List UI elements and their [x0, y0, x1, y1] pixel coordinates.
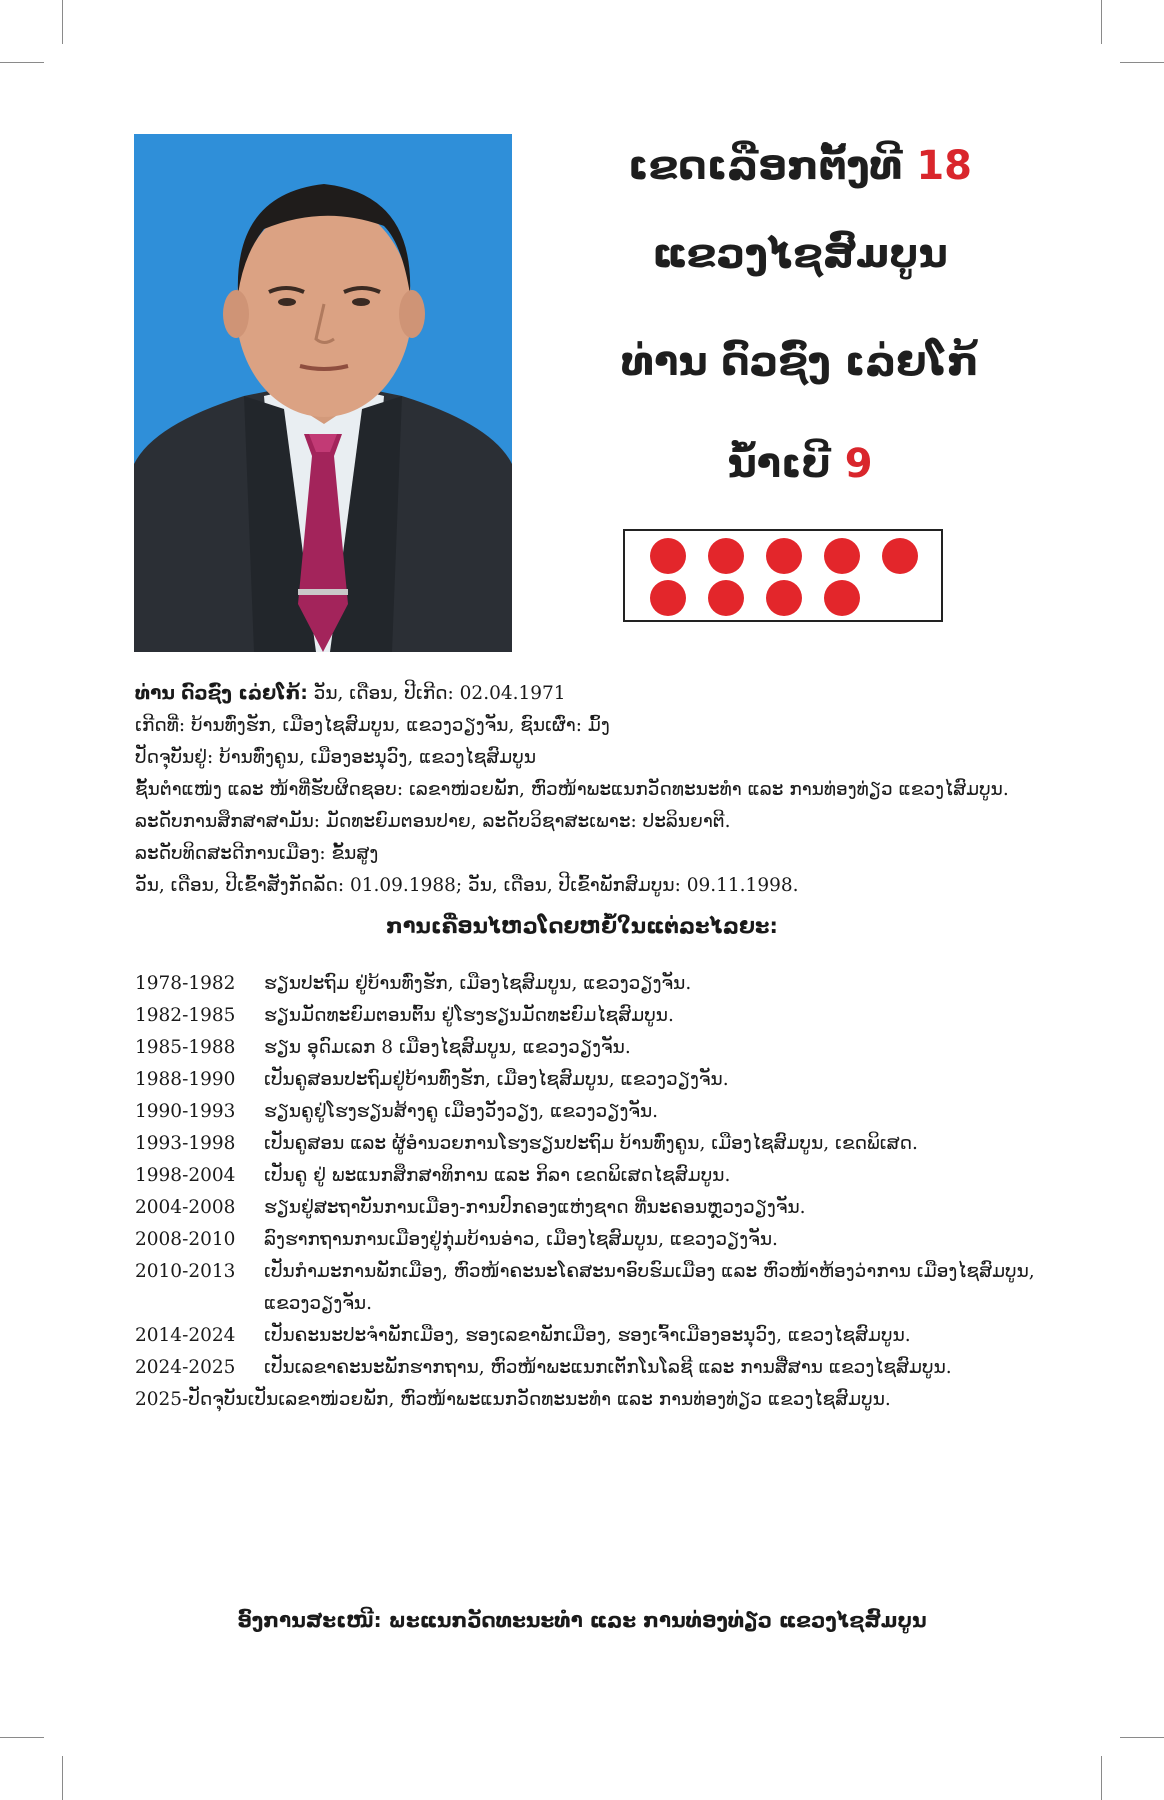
bio-residence: ປັດຈຸບັນຢູ່: ບ້ານທົ່ງຄູນ, ເມືອງອະນຸວົງ, ແຂວງໄຊສົມບູນ	[135, 747, 537, 768]
constituency-number: 18	[916, 143, 972, 189]
ballot-dot	[766, 538, 802, 574]
history-years: 2008-2010	[135, 1229, 236, 1250]
history-row	[135, 1032, 1035, 1064]
history-years: 1988-1990	[135, 1069, 236, 1090]
history-row	[135, 1128, 1035, 1160]
history-text: ເປັນຄະນະປະຈຳພັກເມືອງ, ຮອງເລຂາພັກເມືອງ, ຮອງເຈົ້າເມືອງອະນຸວົງ, ແຂວງໄຊສົມບູນ.	[264, 1325, 911, 1346]
history-row	[135, 1064, 1035, 1096]
history-years: 2024-2025	[135, 1357, 236, 1378]
candidate-photo	[134, 134, 512, 652]
history-title: ການເຄື່ອນໄຫວໂດຍຫຍໍ້ໃນແຕ່ລະໄລຍະ:	[386, 914, 778, 938]
history-text: ເປັນຄູສອນ ແລະ ຜູ້ອຳນວຍການໂຮງຮຽນປະຖົມ ບ້ານທົ່ງຄູນ, ເມືອງໄຊສົມບູນ, ເຂດພິເສດ.	[264, 1133, 918, 1154]
history-text: 2025-ປັດຈຸບັນເປັນເລຂາໜ່ວຍພັກ, ຫົວໜ້າພະແນກວັດທະນະທຳ ແລະ ການທ່ອງທ່ຽວ ແຂວງໄຊສົມບູນ.	[135, 1389, 891, 1410]
ballot-dot	[650, 580, 686, 616]
crop-mark	[0, 1737, 44, 1738]
ballot-dot	[882, 538, 918, 574]
ballot-number: 9	[844, 441, 873, 487]
history-years: 1993-1998	[135, 1133, 236, 1154]
history-text: ເປັນກຳມະການພັກເມືອງ, ຫົວໜ້າຄະນະໂຄສະນາອົບຮົມເມືອງ ແລະ ຫົວໜ້າຫ້ອງວ່າການ ເມືອງໄຊສົມບູນ, ແຂວງວຽງຈັນ.	[264, 1261, 1035, 1314]
history-text: ເປັນຄູສອນປະຖົມຢູ່ບ້ານທົ່ງຮັກ, ເມືອງໄຊສົມບູນ, ແຂວງວຽງຈັນ.	[264, 1069, 729, 1090]
bio-service-dates: ວັນ, ເດືອນ, ປີເຂົ້າສັງກັດລັດ: 01.09.1988; ວັນ, ເດືອນ, ປີເຂົ້າພັກສົມບູນ: 09.11.1998.	[135, 875, 799, 896]
history-row	[135, 1160, 1035, 1192]
history-text: ລົງຮາກຖານການເມືອງຢູ່ກຸ່ມບ້ານອ່າວ, ເມືອງໄຊສົມບູນ, ແຂວງວຽງຈັນ.	[264, 1229, 778, 1250]
ballot-dot	[708, 538, 744, 574]
history-row	[135, 968, 1035, 1000]
ballot-dot	[766, 580, 802, 616]
ballot-dot	[708, 580, 744, 616]
bio-position: ຊັ້ນຕຳແໜ່ງ ແລະ ໜ້າທີ່ຮັບຜິດຊອບ: ເລຂາໜ່ວຍພັກ, ຫົວໜ້າພະແນກວັດທະນະທຳ ແລະ ການທ່ອງທ່ຽວ ແຂວງໄສົມບູນ.	[135, 779, 1009, 800]
crop-mark	[1101, 1756, 1102, 1800]
crop-mark	[0, 62, 44, 63]
bio-birthdate: ວັນ, ເດືອນ, ປີເກີດ: 02.04.1971	[307, 683, 566, 704]
bio-birthplace: ເກີດທີ່: ບ້ານທົ່ງຮັກ, ເມືອງໄຊສົມບູນ, ແຂວງວຽງຈັນ, ຊົນເຜົ່າ: ມົ້ງ	[135, 715, 610, 736]
candidate-name-heading: ທ່ານ ດົວຊົ່ງ ເລ່ຍໂກ້	[621, 339, 979, 385]
history-text: ຮຽນ ອຸດົມເລກ 8 ເມືອງໄຊສົມບູນ, ແຂວງວຽງຈັນ.	[264, 1037, 631, 1058]
ballot-dots-box	[623, 529, 943, 622]
history-text: ເປັນເລຂາຄະນະພັກຮາກຖານ, ຫົວໜ້າພະແນກເຕັກໂນໂລຊີ ແລະ ການສື່ສານ ແຂວງໄຊສົມບູນ.	[264, 1357, 952, 1378]
crop-mark	[62, 0, 63, 44]
ballot-number-label: ນໍ້າເບີ	[727, 441, 831, 487]
ballot-dot	[824, 580, 860, 616]
history-text: ຮຽນຢູ່ສະຖາບັນການເມືອງ-ການປົກຄອງແຫ່ງຊາດ ທີ່ນະຄອນຫຼວງວຽງຈັນ.	[264, 1197, 806, 1218]
bio-name: ທ່ານ ດົວຊົ່ງ ເລ່ຍໂກ້:	[135, 683, 308, 704]
crop-mark	[1101, 0, 1102, 44]
crop-mark	[62, 1756, 63, 1800]
history-years: 1978-1982	[135, 973, 236, 994]
crop-mark	[1120, 62, 1164, 63]
constituency-label: ເຂດເລືອກຕັ້ງທີ	[628, 143, 903, 189]
history-text: ຮຽນມັດທະຍົມຕອນຕົ້ນ ຢູ່ໂຮງຮຽນມັດທະຍົມໄຊສົມບູນ.	[264, 1005, 674, 1026]
history-years: 1998-2004	[135, 1165, 236, 1186]
history-row	[135, 1224, 1035, 1256]
history-list	[135, 968, 1035, 1416]
history-text: ຮຽນປະຖົມ ຢູ່ບ້ານທົ່ງຮັກ, ເມືອງໄຊສົມບູນ, ແຂວງວຽງຈັນ.	[264, 973, 692, 994]
ballot-dot	[650, 538, 686, 574]
history-row	[135, 1352, 1035, 1384]
history-years: 1982-1985	[135, 1005, 236, 1026]
history-text: ເປັນຄູ ຢູ່ ພະແນກສຶກສາທິການ ແລະ ກິລາ ເຂດພິເສດໄຊສົມບູນ.	[264, 1165, 731, 1186]
history-years: 1990-1993	[135, 1101, 236, 1122]
bio-birth-line	[135, 678, 1035, 710]
ballot-dot	[824, 538, 860, 574]
proposing-organization: ອົງການສະເໜີ: ພະແນກວັດທະນະທຳ ແລະ ການທ່ອງທ່ຽວ ແຂວງໄຊສົມບູນ	[237, 1608, 927, 1632]
history-row	[135, 1384, 1035, 1416]
history-years: 2004-2008	[135, 1197, 236, 1218]
ballot-number-heading	[600, 440, 1000, 488]
constituency-heading	[600, 142, 1000, 190]
province-heading: ແຂວງໄຊສົມບູນ	[652, 231, 948, 277]
bio-political-theory: ລະດັບທິດສະດີການເມືອງ: ຂັ້ນສູງ	[135, 843, 379, 864]
history-text: ຮຽນຄູຢູ່ໂຮງຮຽນສ້າງຄູ ເມືອງວັງວຽງ, ແຂວງວຽງຈັນ.	[264, 1101, 659, 1122]
history-row	[135, 1320, 1035, 1352]
biography	[135, 678, 1035, 902]
history-row	[135, 1096, 1035, 1128]
bio-education: ລະດັບການສຶກສາສາມັນ: ມັດທະຍົມຕອນປາຍ, ລະດັບວິຊາສະເພາະ: ປະລິນຍາຕີ.	[135, 811, 731, 832]
history-row	[135, 1000, 1035, 1032]
crop-mark	[1120, 1737, 1164, 1738]
history-row	[135, 1192, 1035, 1224]
history-years: 1985-1988	[135, 1037, 236, 1058]
history-years: 2014-2024	[135, 1325, 236, 1346]
history-years: 2010-2013	[135, 1261, 236, 1282]
history-row	[135, 1256, 1035, 1320]
